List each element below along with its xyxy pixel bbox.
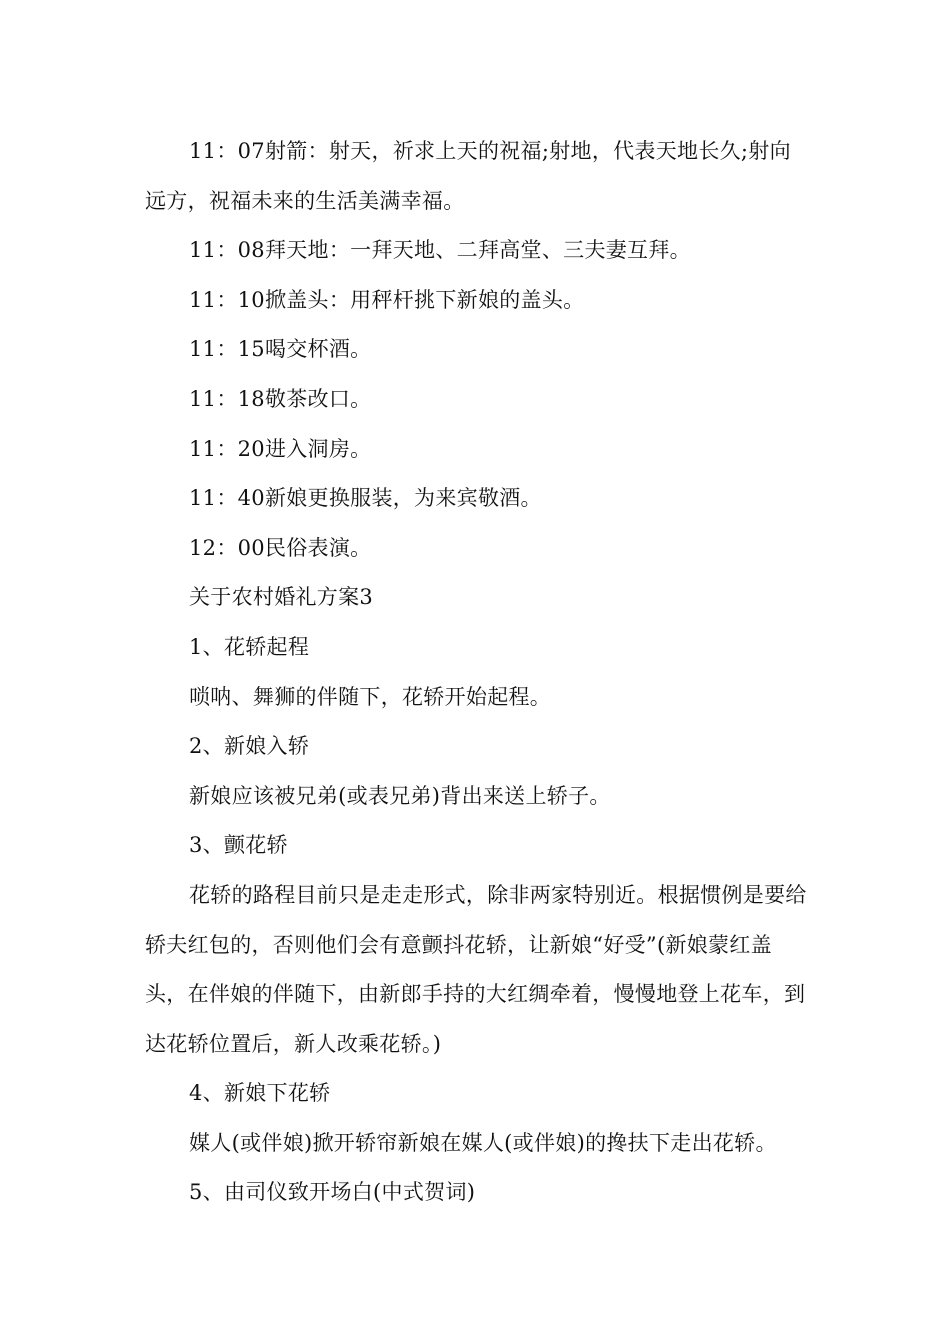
section-title: 关于农村婚礼方案3 bbox=[189, 585, 374, 610]
step-heading-4: 4、新娘下花轿 bbox=[189, 1081, 331, 1106]
paragraph-worship: 11：08拜天地：一拜天地、二拜高堂、三夫妻互拜。 bbox=[189, 238, 691, 263]
step-heading-5: 5、由司仪致开场白(中式贺词) bbox=[189, 1180, 476, 1205]
step-body-2: 新娘应该被兄弟(或表兄弟)背出来送上轿子。 bbox=[189, 783, 611, 808]
step-heading-2: 2、新娘入轿 bbox=[189, 734, 310, 759]
paragraph-veil: 11：10掀盖头：用秤杆挑下新娘的盖头。 bbox=[189, 287, 585, 312]
step-body-3: 花轿的路程目前只是走走形式，除非两家特别近。根据惯例是要给轿夫红包的，否则他们会有意颤抖花轿，让新娘“好受”(新娘蒙红盖头，在伴娘的伴随下，由新郎手持的大红绸牵着，慢慢地登上花车，到达花轿位置后，新人改乘花轿。) bbox=[145, 882, 807, 1056]
document-body bbox=[145, 127, 810, 1218]
paragraph-bridal-room: 11：20进入洞房。 bbox=[189, 436, 372, 461]
step-heading-1: 1、花轿起程 bbox=[189, 634, 310, 659]
step-heading-3: 3、颤花轿 bbox=[189, 833, 288, 858]
paragraph-folk-show: 12：00民俗表演。 bbox=[189, 535, 372, 560]
step-body-1: 唢呐、舞狮的伴随下，花轿开始起程。 bbox=[189, 684, 552, 709]
paragraph-archery: 11：07射箭：射天，祈求上天的祝福;射地，代表天地长久;射向远方，祝福未来的生活美满幸福。 bbox=[145, 139, 791, 213]
paragraph-toast: 11：40新娘更换服装，为来宾敬酒。 bbox=[189, 486, 542, 511]
step-body-4: 媒人(或伴娘)掀开轿帘新娘在媒人(或伴娘)的搀扶下走出花轿。 bbox=[189, 1130, 777, 1155]
paragraph-wine: 11：15喝交杯酒。 bbox=[189, 337, 372, 362]
paragraph-tea: 11：18敬茶改口。 bbox=[189, 386, 372, 411]
